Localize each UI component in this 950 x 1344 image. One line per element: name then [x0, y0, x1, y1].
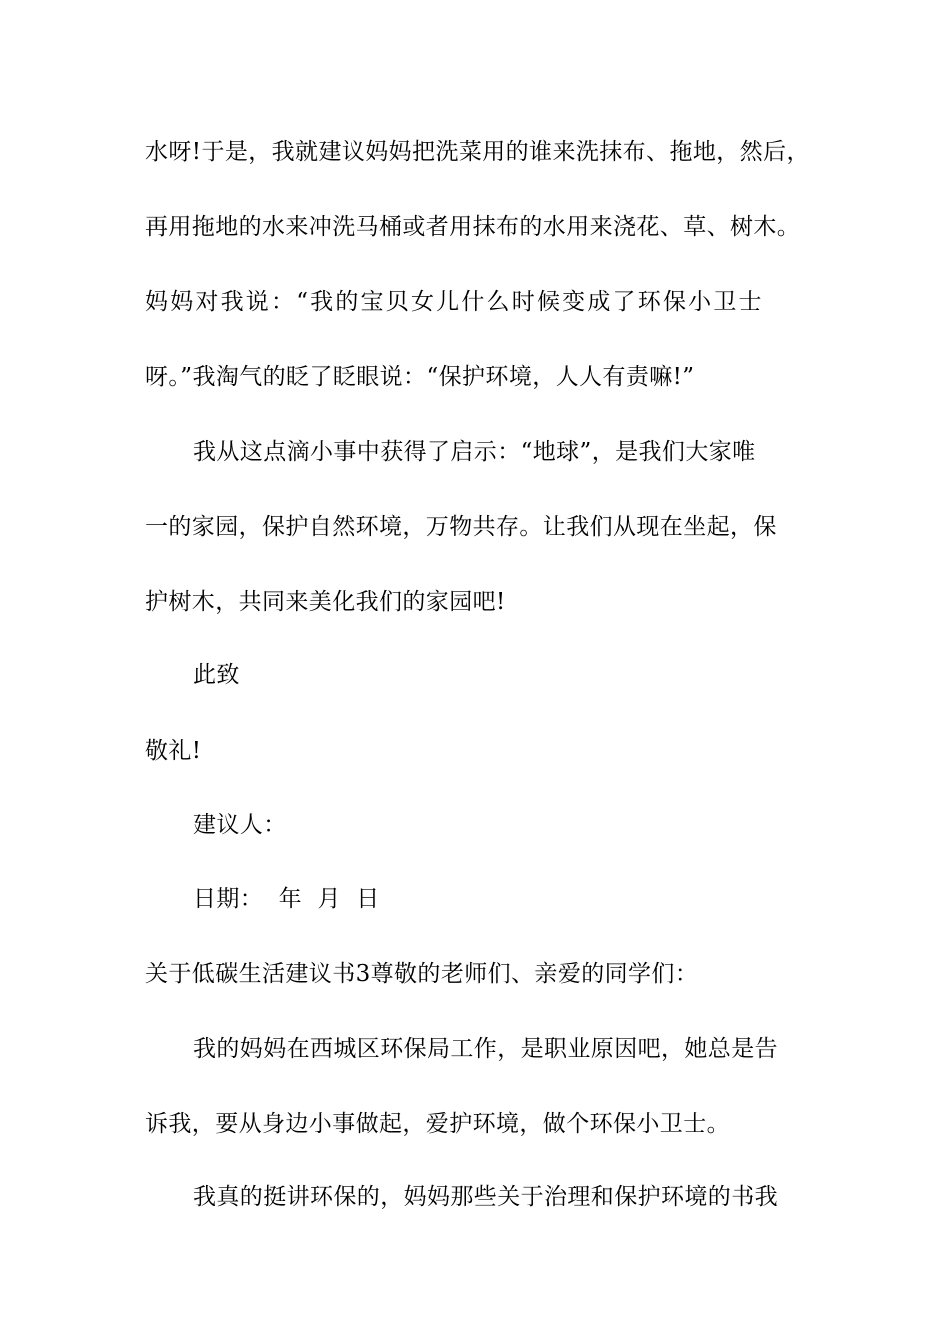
- text-line: 水呀!于是，我就建议妈妈把洗菜用的谁来洗抹布、拖地，然后，: [145, 139, 810, 165]
- text-line: 我从这点滴小事中获得了启示：“地球”，是我们大家唯: [193, 439, 756, 465]
- text-line: 护树木，共同来美化我们的家园吧!: [145, 589, 506, 615]
- text-line: 我真的挺讲环保的，妈妈那些关于治理和保护环境的书我: [193, 1184, 778, 1210]
- text-line: 妈妈对我说：“我的宝贝女儿什么时候变成了环保小卫士: [145, 289, 764, 315]
- closing-regards: 敬礼!: [145, 738, 202, 764]
- text-line: 再用拖地的水来冲洗马桶或者用抹布的水用来浇花、草、树木。: [145, 214, 801, 240]
- text-line: 呀。”我淘气的眨了眨眼说：“保护环境，人人有责嘛!”: [145, 364, 695, 390]
- text-line: 我的妈妈在西城区环保局工作，是职业原因吧，她总是告: [193, 1036, 778, 1062]
- section-heading: 关于低碳生活建议书3尊敬的老师们、亲爱的同学们：: [145, 961, 699, 987]
- closing-salutation: 此致: [193, 662, 240, 688]
- signature-label: 建议人：: [193, 812, 287, 838]
- date-label: 日期： 年 月 日: [193, 886, 380, 912]
- text-line: 一的家园，保护自然环境，万物共存。让我们从现在坐起，保: [145, 514, 777, 540]
- text-line: 诉我，要从身边小事做起，爱护环境，做个环保小卫士。: [145, 1111, 730, 1137]
